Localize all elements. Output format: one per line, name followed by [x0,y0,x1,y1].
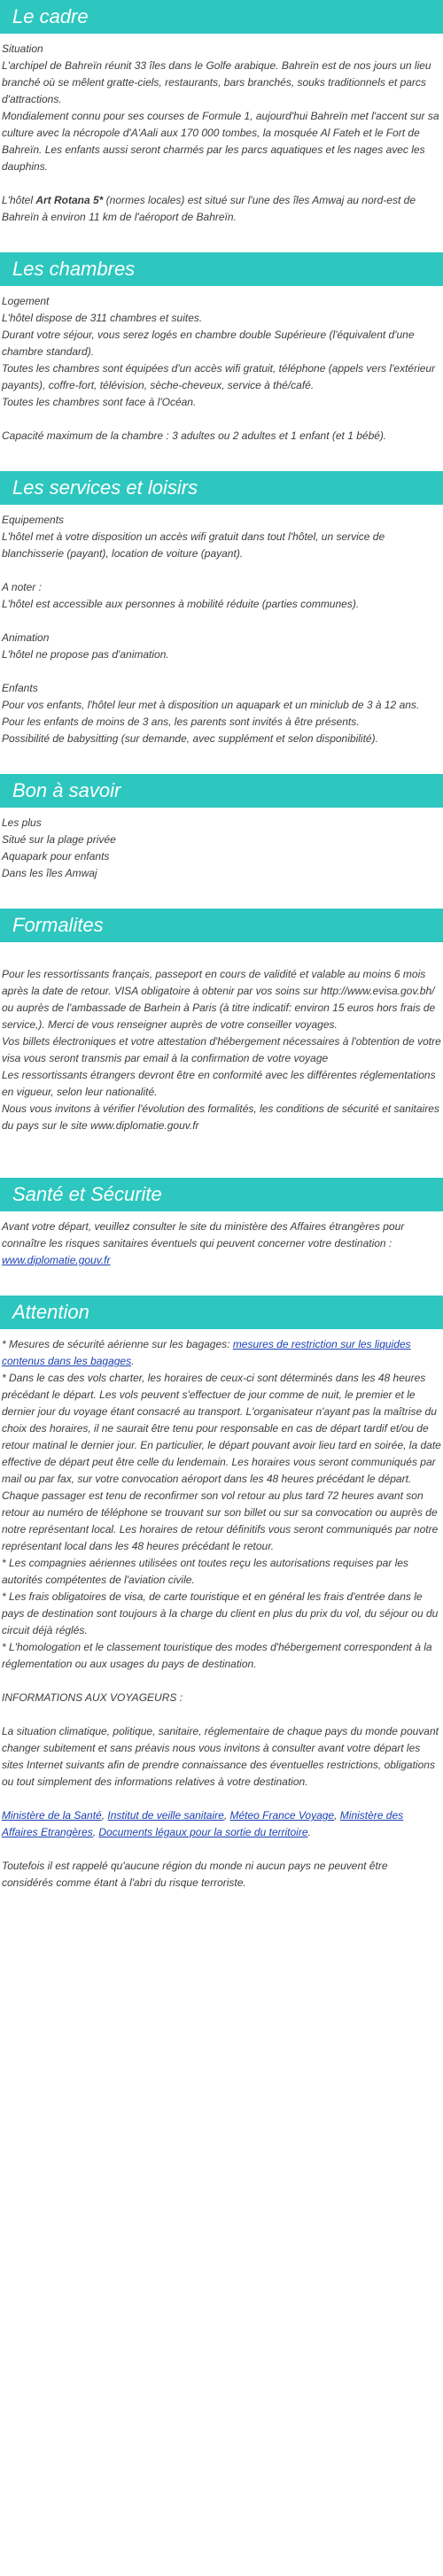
attention-item-5: * L'homologation et le classement touristique des modes d'hébergement correspondent à la réglementation ou aux usages du pays de destination. [2,1641,432,1670]
terrorism-notice: Toutefois il est rappelé qu'aucune région du monde ni aucun pays ne peuvent être considérés comme étant à l'abri du risque terroriste. [2,1860,388,1889]
link-ministere-sante[interactable]: Ministère de la Santé [2,1809,102,1822]
section-heading-chambres: Les chambres [0,252,443,286]
diplomatie-link[interactable]: www.diplomatie.gouv.fr [2,1254,111,1266]
situation-label: Situation [2,43,43,55]
section-services [0,471,443,774]
section-heading-cadre: Le cadre [0,0,443,34]
informations-voyageurs-title: INFORMATIONS AUX VOYAGEURS : [2,1691,183,1704]
a-noter-text: L'hôtel est accessible aux personnes à mobilité réduite (parties communes). [2,598,360,610]
section-attention [0,1296,443,1891]
hotel-name: Art Rotana 5* [35,194,104,206]
section-heading-sante: Santé et Sécurite [0,1178,443,1211]
list-item: Situé sur la plage privée [2,833,116,846]
informations-voyageurs-text: La situation climatique, politique, sanitaire, réglementaire de chaque pays du monde pouvant changer subitement et sans préavis nous vous invitons à consulter avant votre départ les sites Internet suivants afin de prendre connaissance des éventuelles restrictions, obligations ou tout simplement des informations relatives à votre destination. [2,1725,439,1788]
animation-label: Animation [2,631,50,644]
chambres-line-3: Toutes les chambres sont équipées d'un accès wifi gratuit, téléphone (appels vers l'extérieur payants), coffre-fort, télévision, sèche-cheveux, service à thé/café. [2,362,436,391]
link-documents-legaux[interactable]: Documents légaux pour la sortie du territoire [98,1826,308,1838]
enfants-text: Pour vos enfants, l'hôtel leur met à disposition un aquapark et un miniclub de 3 à 12 ans. Pour les enfants de moins de 3 ans, les parents sont invités à être présents. [2,699,420,728]
equipements-label: Equipements [2,514,65,526]
hotel-location-text: L'hôtel Art Rotana 5* (normes locales) est situé sur l'une des îles Amwaj au nord-est de Bahreïn à environ 11 km de l'aéroport de Bahreïn. [2,194,416,223]
equipements-text: L'hôtel met à votre disposition un accès wifi gratuit dans tout l'hôtel, un service de blanchisserie (payant), location de voiture (payant). [2,530,385,560]
link-institut-veille-sanitaire[interactable]: Institut de veille sanitaire [107,1809,224,1822]
logement-label: Logement [2,295,50,307]
sante-text: Avant votre départ, veuillez consulter le site du ministère des Affaires étrangères pour connaître les risques sanitaires éventuels qui peuvent concerner votre destination : www.diplomatie.gouv.fr [2,1220,405,1266]
attention-item-2: * Dans le cas des vols charter, les horaires de ceux-ci sont déterminés dans les 48 heures précédant le départ. Les vols peuvent s'effectuer de jour comme de nuit, le premier et le dernier jour du voyage étant consacré au transport. L'organisateur n'ayant pas la maîtrise du choix des horaires, il ne saurait être tenu pour responsable en cas de départ tardif et/ou de retour matinal le dernier jour. En particulier, le départ pouvant avoir lieu tard en soirée, la date effective de départ peut être celle du lendemain. Les horaires vous seront communiqués par mail ou par fax, sur votre convocation aéroport dans les 48 heures précédant le départ. Chaque passager est tenu de reconfirmer son vol retour au plus tard 72 heures avant son retour au numéro de téléphone se trouvant sur son billet ou sur sa convocation ou auprès de notre représentant local. Les horaires de retour définitifs vous seront communiqués par notre représentant local dans les 48 heures précédant le retour. [2,1372,441,1552]
section-bon-a-savoir [0,774,443,909]
chambres-line-1: L'hôtel dispose de 311 chambres et suites. [2,312,203,324]
section-heading-services: Les services et loisirs [0,471,443,505]
chambres-line-2: Durant votre séjour, vous serez logés en chambre double Supérieure (l'équivalent d'une chambre standard). [2,329,415,358]
cadre-paragraph-2: Mondialement connu pour ses courses de Formule 1, aujourd'hui Bahreïn met l'accent sur sa culture avec la nécropole d'A'Aali aux 170 000 tombes, la mosquée Al Fateh et le Fort de Bahreïn. Les enfants aussi seront charmés par les parcs aquatiques et les nages avec les dauphins. [2,110,439,173]
link-ministere-affaires-etrangeres[interactable]: Ministère des Affaires Etrangères [2,1809,404,1838]
chambres-line-4: Toutes les chambres sont face à l'Océan. [2,396,197,408]
attention-item-3: * Les compagnies aériennes utilisées ont toutes reçu les autorisations requises par les autorités compétentes de l'aviation civile. [2,1557,408,1586]
attention-item-1: * Mesures de sécurité aérienne sur les bagages: mesures de restriction sur les liquides contenus dans les bagages. [2,1338,411,1367]
section-formalites [0,909,443,1178]
section-sante [0,1178,443,1296]
list-item: Dans les îles Amwaj [2,867,97,879]
enfants-label: Enfants [2,682,38,694]
formalites-paragraph-3: Les ressortissants étrangers devront être en conformité avec les différentes réglementations en vigueur, selon leur nationalité. [2,1069,436,1098]
animation-text: L'hôtel ne propose pas d'animation. [2,648,169,661]
cadre-paragraph-1: L'archipel de Bahreïn réunit 33 îles dans le Golfe arabique. Bahreïn est de nos jours un lieu branché où se mêlent gratte-ciels, restaurants, bars branchés, souks traditionnels et parcs d'attractions. [2,59,431,105]
section-heading-attention: Attention [0,1296,443,1329]
section-heading-bon-a-savoir: Bon à savoir [0,774,443,808]
babysitting-text: Possibilité de babysitting (sur demande, avec supplément et selon disponibilité). [2,732,378,745]
info-links: Ministère de la Santé, Institut de veille sanitaire, Méteo France Voyage, Ministère des Affaires Etrangères, Documents légaux pour la sortie du territoire. [2,1809,404,1838]
section-chambres [0,252,443,471]
section-heading-formalites: Formalites [0,909,443,942]
attention-item-4: * Les frais obligatoires de visa, de carte touristique et en général les frais d'entrée dans le pays de destination sont toujours à la charge du client en plus du prix du vol, du séjour ou du circuit déjà réglés. [2,1590,439,1636]
list-item: Aquapark pour enfants [2,850,110,863]
a-noter-label: A noter : [2,581,42,593]
les-plus-label: Les plus [2,816,42,829]
liquid-restriction-link[interactable]: mesures de restriction sur les liquides contenus dans les bagages [2,1338,411,1367]
formalites-paragraph-4: Nous vous invitons à vérifier l'évolution des formalités, les conditions de sécurité et sanitaires du pays sur le site www.diplomatie.gouv.fr [2,1102,439,1132]
room-capacity-text: Capacité maximum de la chambre : 3 adultes ou 2 adultes et 1 enfant (et 1 bébé). [2,429,387,442]
formalites-paragraph-2: Vos billets électroniques et votre attestation d'hébergement nécessaires à l'obtention de votre visa vous seront transmis par email à la confirmation de votre voyage [2,1035,441,1064]
link-meteo-france-voyage[interactable]: Méteo France Voyage [229,1809,335,1822]
section-cadre [0,0,443,252]
formalites-paragraph-1: Pour les ressortissants français, passeport en cours de validité et valable au moins 6 mois après la date de retour. VISA obligatoire à obtenir par vos soins sur http://www.evisa.gov.bh/ ou auprès de l'ambassade de Barhein à Paris (à titre indicatif: environ 15 euros hors frais de service,). Merci de vous renseigner auprès de votre conseiller voyages. [2,968,436,1031]
